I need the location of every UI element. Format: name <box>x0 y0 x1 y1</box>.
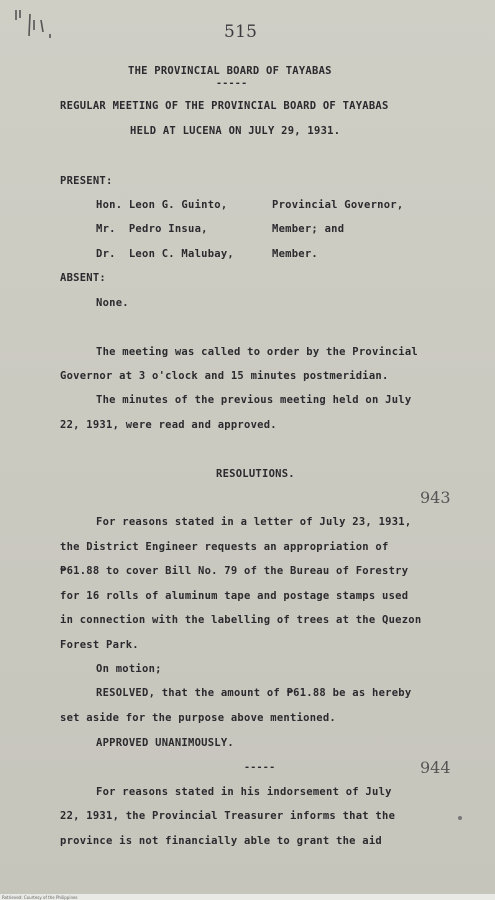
member-role: Provincial Governor, <box>272 199 404 211</box>
resolved-line: set aside for the purpose above mentioned. <box>60 712 337 724</box>
member-name: Dr. Leon C. Malubay, <box>96 248 235 260</box>
resolutions-heading: RESOLUTIONS. <box>216 468 295 480</box>
footer-caption: Retrieved: Courtesy of the Philippines <box>2 895 78 900</box>
board-title: THE PROVINCIAL BOARD OF TAYABAS <box>128 65 332 77</box>
page-number: 515 <box>224 22 258 42</box>
member-role: Member. <box>272 248 319 260</box>
absent-value: None. <box>96 297 129 309</box>
meeting-title-line-2: HELD AT LUCENA ON JULY 29, 1931. <box>130 125 341 137</box>
resolution-body-line: 22, 1931, the Provincial Treasurer informs that the <box>60 810 396 822</box>
call-to-order-line: Governor at 3 o'clock and 15 minutes postmeridian. <box>60 370 389 382</box>
resolution-body-line: in connection with the labelling of trees at the Quezon <box>60 614 422 626</box>
member-name: Hon. Leon G. Guinto, <box>96 199 228 211</box>
call-to-order-line: The meeting was called to order by the Provincial <box>96 346 419 358</box>
resolution-body-line: ₱61.88 to cover Bill No. 79 of the Bureau of Forestry <box>60 565 409 577</box>
resolution-number: 944 <box>420 758 451 777</box>
member-role: Member; and <box>272 223 345 235</box>
resolution-body-line: For reasons stated in his indorsement of July <box>96 786 392 798</box>
resolution-body-line: Forest Park. <box>60 639 139 651</box>
paper-spot <box>458 816 462 820</box>
resolution-body-line: For reasons stated in a letter of July 23, 1931, <box>96 516 412 528</box>
resolution-body-line: for 16 rolls of aluminum tape and postage stamps used <box>60 590 409 602</box>
meeting-title-line-1: REGULAR MEETING OF THE PROVINCIAL BOARD OF TAYABAS <box>60 100 389 112</box>
title-rule: ----- <box>216 78 248 89</box>
approved-unanimously: APPROVED UNANIMOUSLY. <box>96 737 235 749</box>
separator-rule: ----- <box>244 762 276 773</box>
resolution-body-line: province is not financially able to grant the aid <box>60 835 383 847</box>
resolved-line: RESOLVED, that the amount of ₱61.88 be as hereby <box>96 687 412 699</box>
minutes-line: 22, 1931, were read and approved. <box>60 419 277 431</box>
minutes-line: The minutes of the previous meeting held on July <box>96 394 412 406</box>
on-motion: On motion; <box>96 663 162 675</box>
footer-bar <box>0 894 495 900</box>
present-label: PRESENT: <box>60 175 113 187</box>
member-name: Mr. Pedro Insua, <box>96 223 208 235</box>
resolution-body-line: the District Engineer requests an appropriation of <box>60 541 389 553</box>
absent-label: ABSENT: <box>60 272 107 284</box>
margin-pencil-marks <box>10 6 80 56</box>
resolution-number: 943 <box>420 488 451 507</box>
